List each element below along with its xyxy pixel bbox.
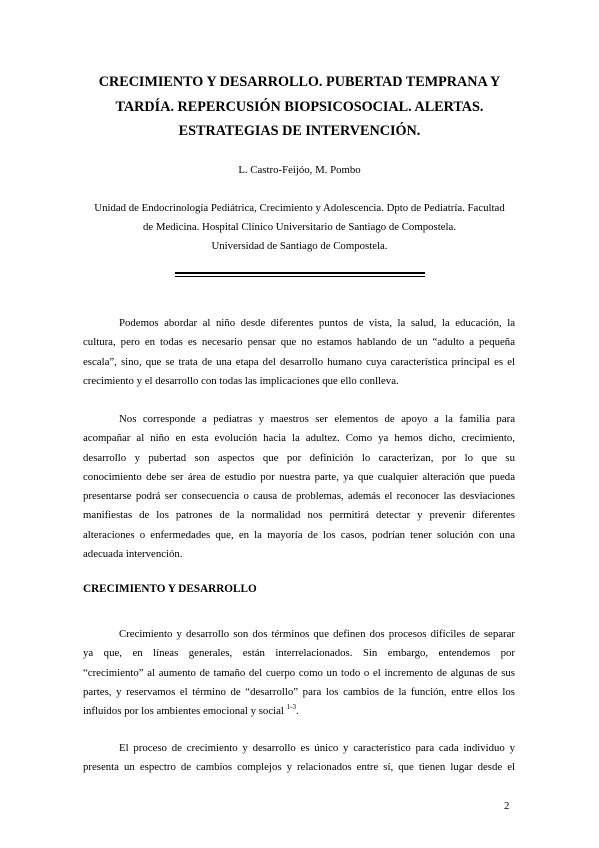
text-line: Podemos abordar al niño desde diferentes puntos de vista, la salud, la educación, la [119,317,515,329]
paragraph-intro [83,314,515,391]
paragraph-role [83,410,515,564]
page-number: 2 [504,800,510,812]
text-line: Crecimiento y desarrollo son dos términos que definen dos procesos difíciles de separar [119,628,515,640]
section-heading: CRECIMIENTO Y DESARROLLO [83,583,257,595]
text-line: manifiestas de los patrones de la normalidad nos permitirá detectar y prevenir diferentes [83,509,515,522]
text-line: presentarse podrá ser consecuencia o causa de problemas, además el reconocer las desviaciones [83,490,515,503]
text-line: adecuada intervención. [83,548,183,561]
text-fragment: influidos por los ambientes emocional y social [83,705,287,718]
text-line: alteraciones o enfermedades que, en la mayoría de los casos, podrían tener solución con una [83,528,515,541]
text-line: El proceso de crecimiento y desarrollo es único y característico para cada individuo y [119,742,515,754]
text-fragment: . [295,705,299,718]
authors: L. Castro-Feijóo, M. Pombo [238,164,361,176]
title-line: CRECIMIENTO Y DESARROLLO. PUBERTAD TEMPRANA Y [98,74,501,90]
title-line: TARDÍA. REPERCUSIÓN BIOPSICOSOCIAL. ALERTAS. [115,98,484,115]
text-line: desarrollo y pubertad son aspectos que por definición lo caracterizan, por lo que su [83,451,515,464]
text-line: escala”, sino, que se trata de una etapa del desarrollo humano cuya característica principal es el [83,355,515,368]
text-line: “crecimiento” al aumento de tamaño del cuerpo como un todo o el incremento de algunas de sus [83,666,515,679]
affiliation-line: Unidad de Endocrinología Pediátrica, Crecimiento y Adolescencia. Dpto de Pediatría. Facultad [94,202,505,214]
text-line: conocimiento debe ser área de estudio por nuestra parte, ya que cualquier alteración que pueda [83,470,515,483]
text-line: acompañar al niño en esta evolución hacia la adultez. Como ya hemos dicho, crecimiento, [83,432,515,445]
text-line: presenta un espectro de cambios complejos y relacionados entre sí, que tienen lugar desde el [83,761,515,774]
separator-rule-thick [175,272,425,274]
affiliation [60,199,539,256]
title-line: ESTRATEGIAS DE INTERVENCIÓN. [178,123,421,139]
separator-rule-thin [175,276,425,277]
text-line: ya que, en líneas generales, están interrelacionados. Sin embargo, entendemos por [83,647,515,660]
affiliation-line: de Medicina. Hospital Clínico Universitario de Santiago de Compostela. [142,221,457,233]
affiliation-line: Universidad de Santiago de Compostela. [211,240,388,252]
text-line [83,702,515,721]
document-title [70,70,529,144]
text-line: crecimiento y el desarrollo con todas las implicaciones que ello conlleva. [83,374,399,387]
text-line: cultura, pero en todas es necesario pensar que no estamos hablando de un “adulto a pequeña [83,336,515,349]
text-line: partes, y reservamos el término de “desarrollo” para los cambios de la función, entre ellos los [83,685,515,698]
text-line: Nos corresponde a pediatras y maestros ser elementos de apoyo a la familia para [119,413,515,425]
citation-superscript: 1-3 [286,703,296,712]
paragraph-process [83,739,515,778]
paragraph-definitions [83,625,515,721]
